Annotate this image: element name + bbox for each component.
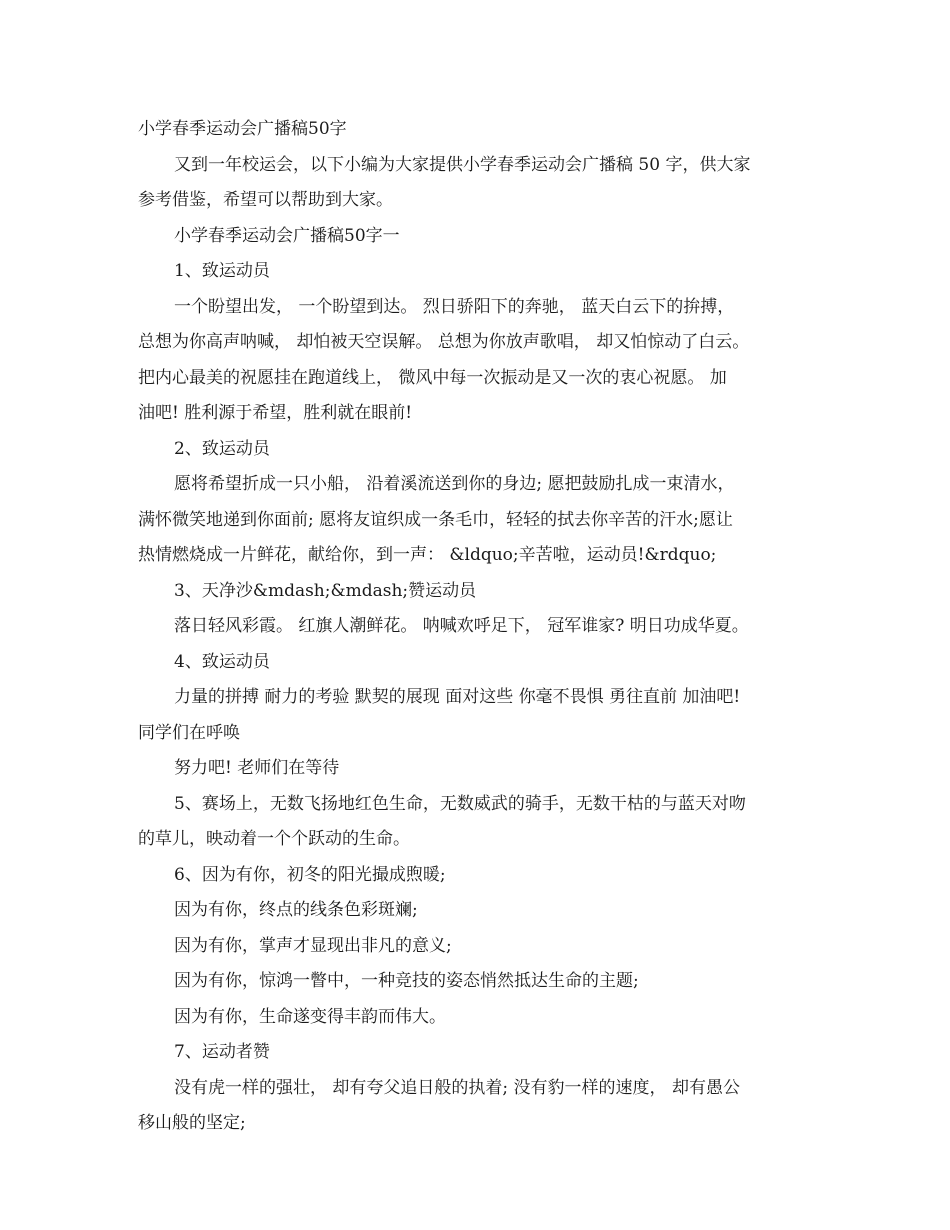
paragraph bbox=[138, 893, 828, 929]
paragraph bbox=[138, 1035, 828, 1071]
paragraph-line: 5、赛场上，无数飞扬地红色生命，无数威武的骑手，无数干枯的与蓝天对吻 bbox=[174, 793, 746, 814]
paragraph-line: 落日轻风彩霞。 红旗人潮鲜花。 呐喊欢呼足下， 冠军谁家? 明日功成华夏。 bbox=[174, 616, 749, 636]
paragraph bbox=[138, 254, 828, 290]
paragraph bbox=[138, 645, 828, 681]
paragraph-line: 的草儿，映动着一个个跃动的生命。 bbox=[138, 829, 410, 849]
paragraph-line: 1、致运动员 bbox=[174, 261, 270, 281]
paragraph bbox=[138, 751, 828, 787]
paragraph bbox=[138, 929, 828, 965]
paragraph-line: 因为有你，掌声才显现出非凡的意义; bbox=[174, 935, 452, 956]
paragraph bbox=[138, 219, 828, 255]
paragraph-line: 总想为你高声呐喊， 却怕被天空误解。 总想为你放声歌唱， 却又怕惊动了白云。 bbox=[138, 332, 750, 352]
document-title: 小学春季运动会广播稿50字 bbox=[138, 119, 347, 139]
paragraph-line: 没有虎一样的强壮， 却有夸父追日般的执着; 没有豹一样的速度， 却有愚公 bbox=[174, 1077, 740, 1098]
paragraph bbox=[138, 858, 828, 894]
paragraph bbox=[138, 787, 828, 858]
paragraph-line: 满怀微笑地递到你面前; 愿将友谊织成一条毛巾，轻轻的拭去你辛苦的汗水;愿让 bbox=[138, 509, 733, 530]
paragraph-line: 6、因为有你，初冬的阳光撮成煦暖; bbox=[174, 864, 446, 885]
paragraph-line: 小学春季运动会广播稿50字一 bbox=[174, 225, 400, 246]
paragraph-line: 热情燃烧成一片鲜花，献给你，到一声： &ldquo;辛苦啦，运动员!&rdquo; bbox=[138, 545, 717, 565]
paragraph-line: 3、天净沙&mdash;&mdash;赞运动员 bbox=[174, 580, 477, 601]
paragraph bbox=[138, 964, 828, 1000]
document-body bbox=[138, 112, 828, 1142]
paragraph-line: 油吧! 胜利源于希望，胜利就在眼前! bbox=[138, 403, 413, 423]
paragraph-line: 参考借鉴，希望可以帮助到大家。 bbox=[138, 190, 393, 210]
paragraph-line: 把内心最美的祝愿挂在跑道线上， 微风中每一次振动是又一次的衷心祝愿。 加 bbox=[138, 367, 727, 388]
paragraph bbox=[138, 574, 828, 610]
paragraph bbox=[138, 1000, 828, 1036]
paragraph-line: 7、运动者赞 bbox=[174, 1042, 270, 1062]
paragraph-line: 力量的拼搏 耐力的考验 默契的展现 面对这些 你毫不畏惧 勇往直前 加油吧! bbox=[174, 687, 741, 707]
paragraph bbox=[138, 1071, 828, 1142]
paragraph-line: 因为有你，终点的线条色彩斑斓; bbox=[174, 900, 418, 920]
paragraph bbox=[138, 290, 828, 432]
paragraph-line: 4、致运动员 bbox=[174, 651, 270, 672]
paragraph bbox=[138, 680, 828, 751]
paragraph-line: 同学们在呼唤 bbox=[138, 722, 240, 743]
paragraph bbox=[138, 609, 828, 645]
paragraph-line: 又到一年校运会，以下小编为大家提供小学春季运动会广播稿 50 字，供大家 bbox=[174, 154, 751, 175]
paragraph-line: 努力吧! 老师们在等待 bbox=[174, 758, 340, 778]
paragraph-line: 因为有你，惊鸿一瞥中，一种竞技的姿态悄然抵达生命的主题; bbox=[174, 971, 639, 991]
paragraph-line: 因为有你，生命遂变得丰韵而伟大。 bbox=[174, 1006, 446, 1027]
paragraph bbox=[138, 467, 828, 574]
paragraph bbox=[138, 432, 828, 468]
paragraph-line: 2、致运动员 bbox=[174, 438, 270, 459]
paragraph bbox=[138, 148, 828, 219]
paragraph-list bbox=[138, 148, 828, 1142]
paragraph-line: 愿将希望折成一只小船， 沿着溪流送到你的身边; 愿把鼓励扎成一束清水， bbox=[174, 474, 735, 494]
paragraph-line: 移山般的坚定; bbox=[138, 1113, 246, 1133]
paragraph-line: 一个盼望出发， 一个盼望到达。 烈日骄阳下的奔驰， 蓝天白云下的拚搏， bbox=[174, 296, 735, 317]
